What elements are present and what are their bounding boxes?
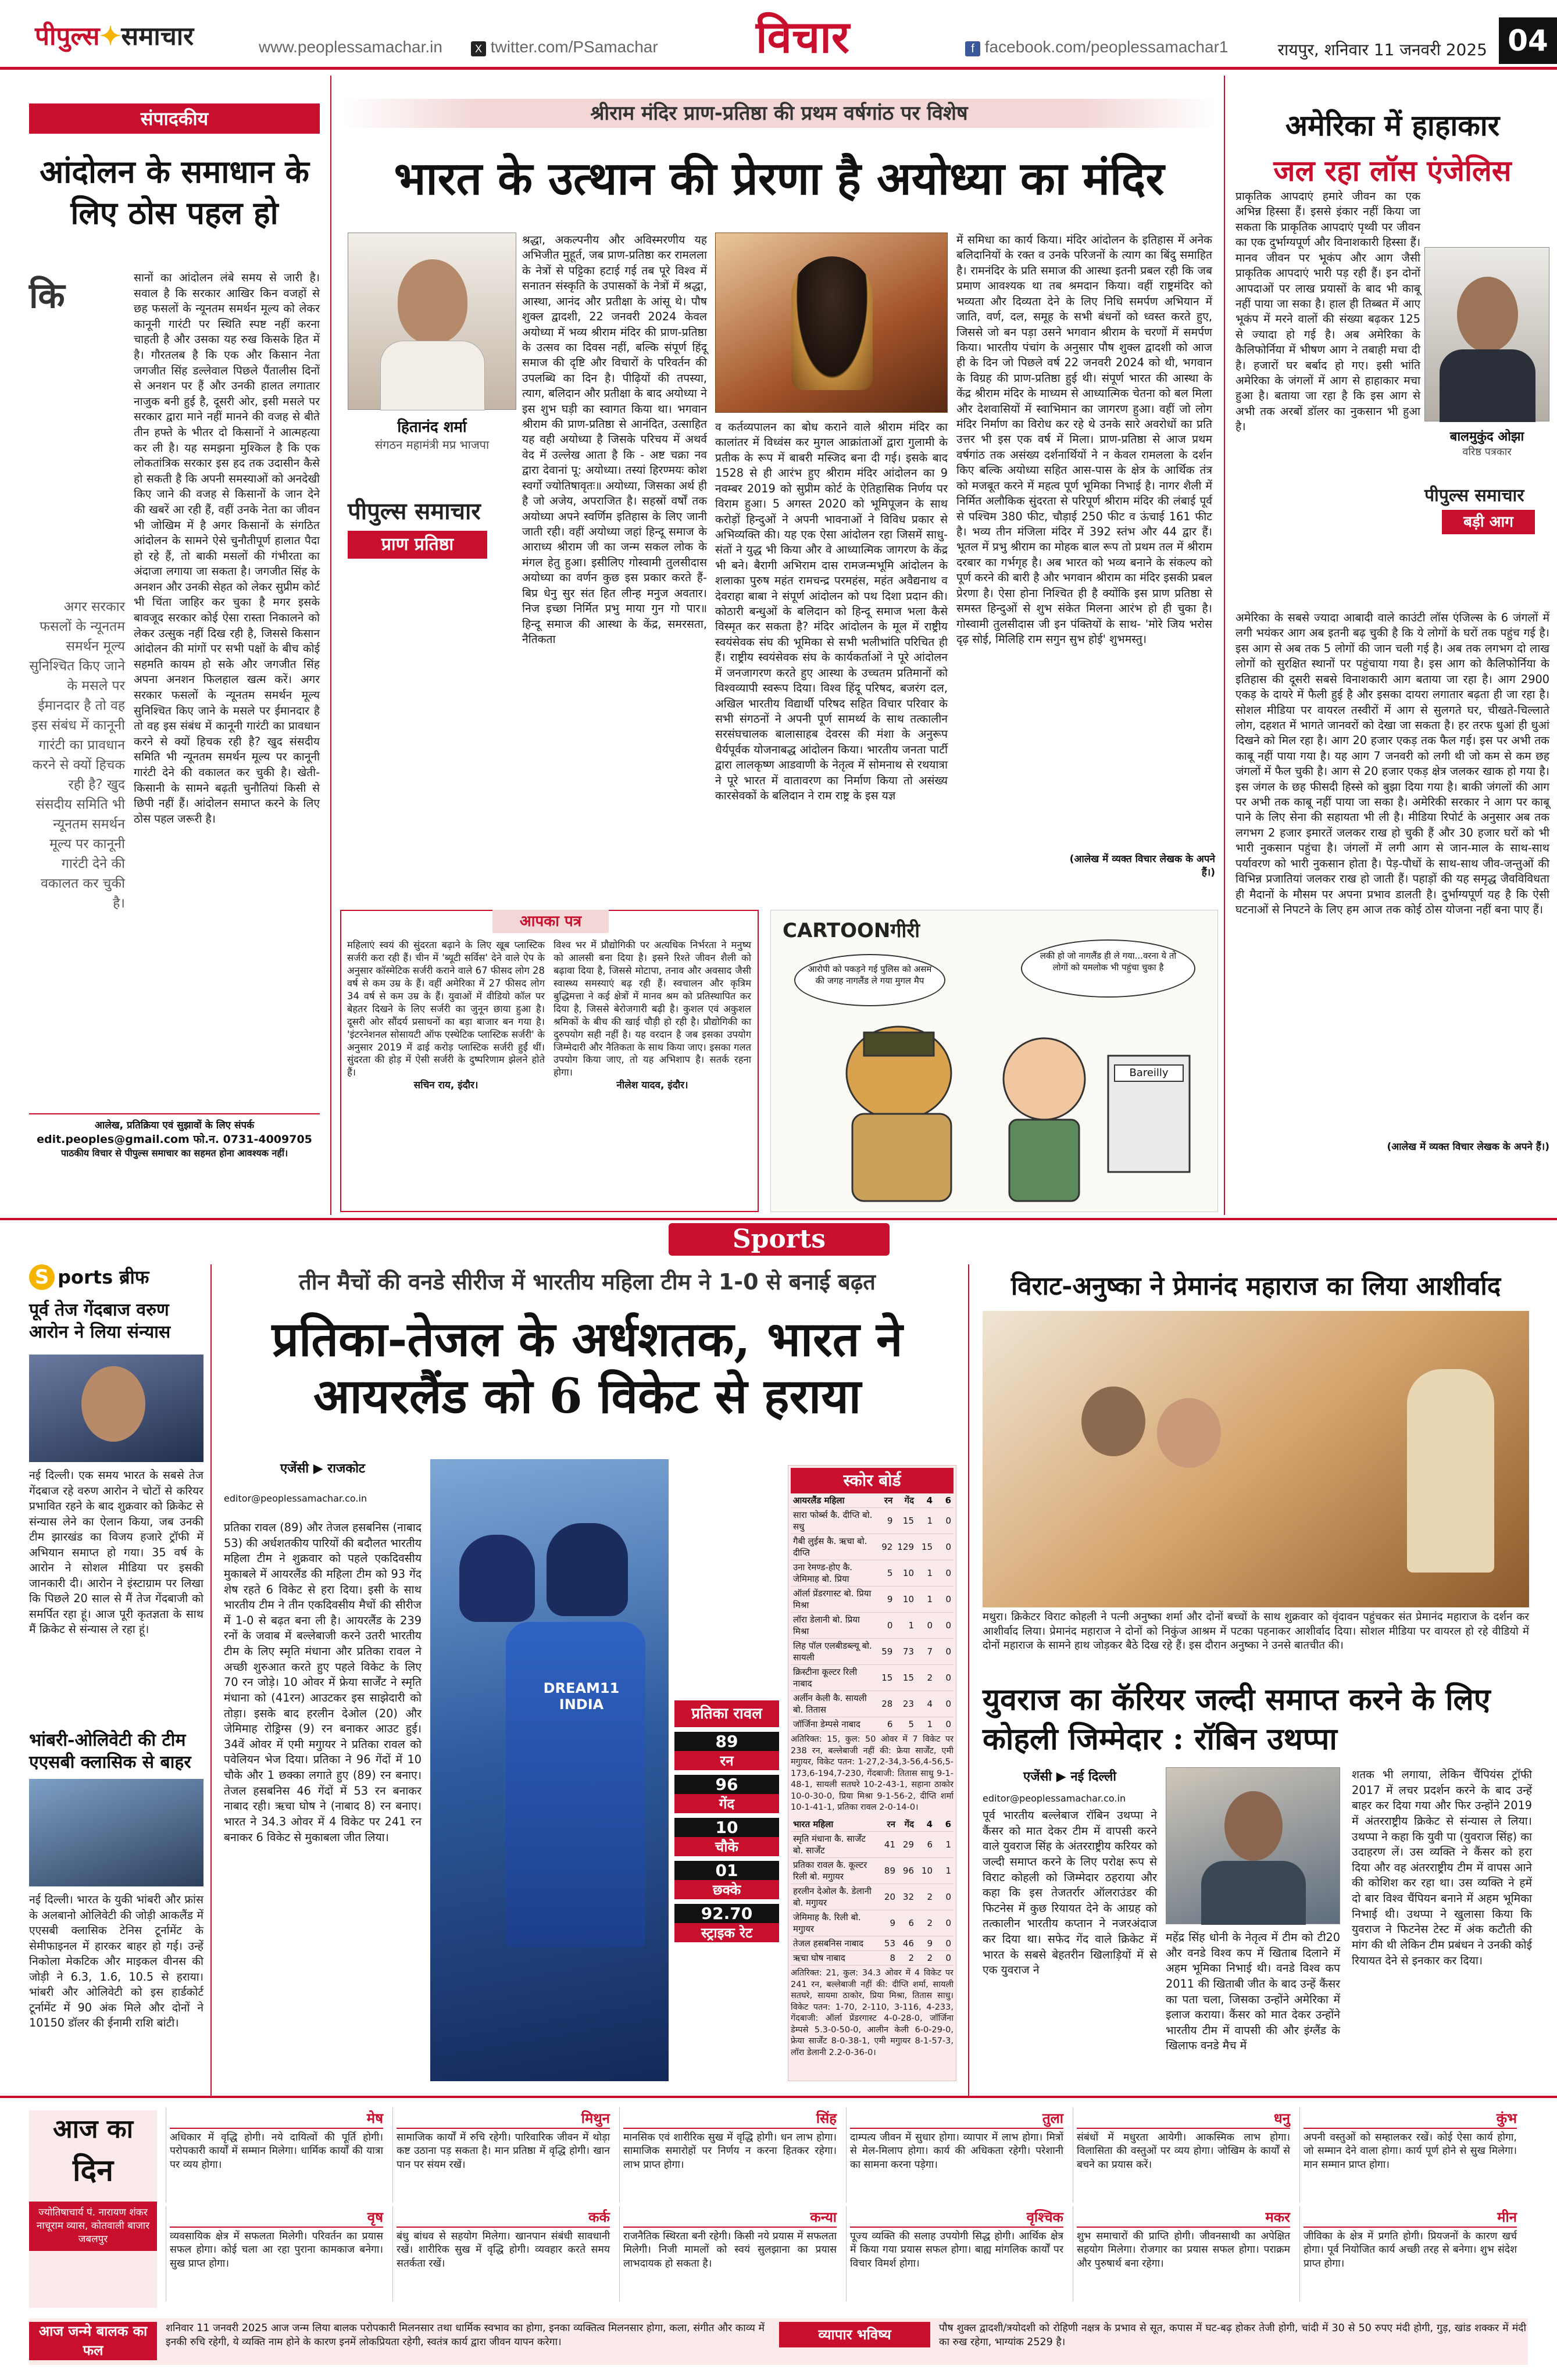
- score-row: [791, 1950, 954, 1965]
- masthead-logo[interactable]: पीपुल्स✦समाचार: [35, 22, 194, 51]
- person-shape: [1081, 1386, 1145, 1456]
- america-note: (आलेख में व्यक्त विचार लेखक के अपने हैं।): [1387, 1141, 1549, 1153]
- player-cell: ऋचा घोष नाबाद: [791, 1950, 879, 1965]
- cartoon-drawing: [794, 1009, 1201, 1207]
- stat-cell: 23: [895, 1691, 916, 1717]
- stat-cell: 9: [876, 1586, 895, 1613]
- twitter-icon: X: [471, 41, 486, 56]
- stat-cell: 1: [916, 1717, 935, 1732]
- speech-bubble-2: लकी हो जो नागलैंड ही ले गया...वरना ये तो लोगों को यमलोक भी पहुंचा चुका है: [1021, 939, 1195, 998]
- yuvraj-col2: महेंद्र सिंह धोनी के नेतृत्व में टीम को टी20 और वनडे विश्व कप में खिताब दिलाने में अहम भूमिका निभाई थी। वनडे विश्व कप 2011 की खिताबी जीत के बाद उन्हें कैंसर का पता चला, जिसका उन्होंने अमेरिका में इलाज कराया। कैंसर को मात देकर उन्होंने भारतीय टीम में वापसी की और इंग्लैंड के खिलाफ वनडे मैच में: [1166, 1931, 1340, 2053]
- player-cell: प्रतिका रावल कै. कूल्टर रिली बो. मगुायर: [791, 1857, 879, 1884]
- stat-cell: 1: [935, 1831, 954, 1857]
- player-cell: भारत महिला: [791, 1817, 879, 1832]
- stat-cell: 5: [895, 1717, 916, 1732]
- stat-cell: 6: [876, 1717, 895, 1732]
- ireland-notes: अतिरिक्त: 15, कुल: 50 ओवर में 7 विकेट पर 238 रन, बल्लेबाजी नहीं की: फ्रेया सार्जेंट, एमी मगुायर, विकेट पतन: 1-27,2-34,3-56,4-56,5-173,6-194,7-230, गेंदबाजी: तितास साधु 9-1-48-1, सायली सतघरे 10-2-43-1, सहाना ठाकोर 10-0-30-0, प्रिया मिश्रा 9-1-56-2, दीप्ति शर्मा 10-1-41-1, प्रतिका रावल 2-0-14-0।: [791, 1735, 954, 1813]
- stat-cell: गेंद: [895, 1493, 916, 1508]
- stat-label: चौके: [674, 1837, 779, 1856]
- stat-value: 89: [674, 1732, 779, 1751]
- horoscope-sign-8: [846, 2206, 1067, 2302]
- email[interactable]: editor@peoplessamachar.co.in: [224, 1493, 367, 1504]
- stat-cell: रन: [876, 1493, 895, 1508]
- stat-cell: 9: [916, 1936, 935, 1950]
- stat-cell: 59: [876, 1639, 895, 1665]
- horoscope-sign-1: [166, 2107, 387, 2203]
- score-row: [791, 1508, 954, 1534]
- stat-value: 96: [674, 1775, 779, 1794]
- america-body: अमेरिका के सबसे ज्यादा आबादी वाले काउंटी लॉस एंजिल्स के 6 जंगलों में लगी भयंकर आग अब इतनी बढ़ चुकी है कि ये लोगों के घरों तक पहुंच गई है। इस आग से अब तक 5 लोगों की जान चली गई है। अब तक लगभग दो लाख लोगों को सुरक्षित स्थानों पर पहुंचाया गया है। इस आग को कैलिफोर्निया के इतिहास की दूसरी सबसे विनाशकारी आग बताया जा रहा है। आग 2900 एकड़ के दायरे में फैली हुई है और इसका दायरा लगातार बढ़ता ही जा रहा है। सोशल मीडिया पर वायरल तस्वीरों में आग से सुलगते घर, चीखते-चिल्लाते लोग, दहशत में भागते जानवरों को देखा जा सकता है। हर तरफ धुआं ही धुआं दिखने को मिल रहा है। आग 20 हजार एकड़ तक फैल गई। इस पर अभी तक काबू नहीं पाया गया है। यह आग 7 जनवरी को लगी थी जो कम से कम छह जंगलों में फैल चुकी है। आग से 20 हजार एकड़ क्षेत्र जलकर खाक हो गया है। इस जंगल के छह फीसदी हिस्से को बुझा दिया गया है। बाकी जंगलों की आग पर अभी तक काबू नहीं पाया जा सका है। अमेरिकी सरकार ने आग पर काबू पाने के लिए सेना की सहायता भी ली है। मीडिया रिपोर्ट के अनुसार अब तक लगभग 2 हजार इमारतें जलकर राख हो चुकी हैं और 30 हजार घरों को भी भारी नुकसान पहुंचा है। जंगलों में लगी आग से जान-माल के साथ-साथ पर्यावरण को भारी नुकसान होता है। पेड़-पौधों के साथ-साथ जीव-जन्तुओं की विभिन्न प्रजातियां जलकर राख हो जाती हैं। पहाड़ों की यह समृद्ध जैवविविधता ही मैदानों के मौसम पर अपना प्रभाव डालती है। दुर्भाग्यपूर्ण यह है कि ऐसी घटनाओं से निपटने के लिए हम आज तक कोई ठोस योजना नहीं बना पाए हैं।: [1235, 611, 1549, 917]
- stat-cell: 32: [898, 1884, 916, 1910]
- sign-name: कन्या: [623, 2207, 837, 2228]
- tag-label: प्राण प्रतिष्ठा: [348, 531, 487, 559]
- stat-cell: 1: [916, 1586, 935, 1613]
- stat-item: [674, 1861, 779, 1899]
- player-cell: ऑर्ला प्रेंडरगास्ट बो. प्रिया मिश्रा: [791, 1586, 876, 1613]
- editorial-headline: आंदोलन के समाधान के लिए ठोस पहल हो: [40, 153, 309, 232]
- virat-headline: विराट-अनुष्का ने प्रेमानंद महाराज का लिया आशीर्वाद: [1010, 1271, 1501, 1301]
- speech-bubble-1: आरोपी को पकड़ने गई पुलिस को असम की जगह नागलैंड ले गया मुगल मैप: [794, 954, 945, 1006]
- india-scorecard: [791, 1817, 954, 1966]
- america-lead: प्राकृतिक आपदाएं हमारे जीवन का एक अभिन्न हिस्सा हैं। इससे इंकार नहीं किया जा सकता कि प्राकृतिक आपदाएं पृथ्वी पर जीवन का एक दुर्भाग्यपूर्ण और विनाशकारी हिस्सा हैं। मानव जीवन पर भूकंप और आग जैसी प्राकृतिक आपदाएं भारी पड़ रही हैं। इन दोनों आपदाओं पर लाख प्रयासों के बाद भी काबू नहीं पाया जा सका है। हाल ही तिब्बत में आए भूकंप में मरने वालों की संख्या बढ़कर 125 से ज्यादा हो गई है। अब अमेरिका के कैलिफोर्निया में भीषण आग ने तबाही मचा दी है। हजारों घर बर्बाद हो गए। इसी भांति अमेरिका के जंगलों में आग से हाहाकार मचा हुआ है। बताया जा रहा है कि इस आग से अभी तक अरबों डॉलर का नुकसान भी हुआ है।: [1235, 190, 1420, 434]
- america-headline-1: अमेरिका में हाहाकार: [1285, 108, 1500, 142]
- horoscope-title-2: दिन: [73, 2153, 113, 2188]
- column-divider: [210, 1264, 212, 2096]
- player-cell: गैबी लुईस कै. ऋचा बो. दीप्ति: [791, 1534, 876, 1560]
- birth-text: शनिवार 11 जनवरी 2025 आज जन्म लिया बालक परोपकारी मिलनसार तथा धार्मिक स्वभाव का होगा, इनका व्यक्तित्व मिलनसार होगा, कला, संगीत और काव्य में इनकी रुचि रहेगी, ये व्यक्ति नाम होने के कारण इनमें लोकप्रियता रहेगी, स्वतंत्र कार्य द्वारा जीवन यापन करेगा।: [166, 2322, 765, 2348]
- dropcap: कि: [29, 276, 65, 316]
- stat-cell: 0: [935, 1613, 954, 1639]
- shirt-shape: [380, 341, 485, 410]
- twitter-handle: twitter.com/PSamachar: [490, 38, 658, 56]
- player-cell: उना रेमण्ड-होए कै. जेमिमाह बो. प्रिया: [791, 1560, 876, 1586]
- stat-cell: 0: [935, 1560, 954, 1586]
- editorial-sidebar: [29, 270, 125, 1142]
- horoscope-sign-10: [1073, 2206, 1294, 2302]
- score-row: [791, 1534, 954, 1560]
- editorial-article: [29, 270, 320, 1218]
- stat-cell: 9: [879, 1910, 898, 1936]
- stat-cell: 4: [916, 1691, 935, 1717]
- stat-cell: 15: [876, 1665, 895, 1691]
- stat-list: [674, 1732, 779, 1942]
- player-name: प्रतिका रावल: [674, 1700, 779, 1727]
- sign-prediction: दाम्पत्य जीवन में सुधार होगा। व्यापार में लाभ होगा। मित्रों से मेल-मिलाप होगा। कार्य की अधिकता रहेगी। परेशानी का सामना करना पड़ेगा।: [850, 2132, 1063, 2171]
- score-row: [791, 1910, 954, 1936]
- score-header-row: [791, 1493, 954, 1508]
- author-name: बालमुकुंद ओझा: [1449, 430, 1524, 444]
- twitter-link[interactable]: [471, 38, 658, 56]
- cartoon-box: [770, 910, 1218, 1212]
- sign-prediction: मानसिक एवं शारीरिक सुख में वृद्धि होगी। धन लाभ होगा। सामाजिक समारोहों पर निर्णय न करना हितकर रहेगा। लाभ प्राप्त होगा।: [623, 2132, 837, 2171]
- player-cell: हरलीन देओल कै. डेलानी बो. मगुायर: [791, 1884, 879, 1910]
- stat-cell: रन: [879, 1817, 898, 1832]
- stat-cell: 15: [895, 1665, 916, 1691]
- contact-disclaimer: पाठकीय विचार से पीपुल्स समाचार का सहमत होना आवश्यक नहीं।: [60, 1148, 288, 1159]
- ayodhya-note: (आलेख में व्यक्त विचार लेखक के अपने हैं।): [1069, 853, 1215, 878]
- ayodhya-col3: में समिधा का कार्य किया। मंदिर आंदोलन के इतिहास में अनेक बलिदानियों के रक्त व उनके परिजनों के त्याग का बिंदु समाहित है। रामनंदिर के प्रति समाज की आस्था इतनी प्रबल रही कि जब प्रमाण आवश्यक था तब श्रमदान किया। वहीं राष्ट्रमंदिर को भव्यता और दिव्यता देने के लिए निधि समर्पण अभियान में जाति, वर्ण, दल, समूह के सभी बंधनों को ध्वस्त करते हुए, जिससे जो बन पड़ा उसने भगवान श्रीराम के चरणों में समर्पण किया। भारतीय पंचांग के अनुसार पौष शुक्ल द्वादशी को आज ही के दिन जो पिछले वर्ष 22 जनवरी 2024 को थी, भगवान के विग्रह की प्राण-प्रतिष्ठा हुई थी। संपूर्ण भारत की आस्था के केंद्र श्रीराम मंदिर के माध्यम से आध्यात्मिक चेतना को बल मिला और देशवासियों में स्वाभिमान का जागरण हुआ। वहीं जो लोग मंदिर निर्माण का विरोध कर रहे थे उनके सारे अवरोधों का प्रति उत्तर भी इस एक वर्ष में मिला। प्राण-प्रतिष्ठा से आज प्रथम वर्षगांठ तक असंख्य दर्शनार्थियों ने न केवल रामलला के दर्शन किए बल्कि अयोध्या सहित आस-पास के क्षेत्र के आर्थिक तंत्र को मजबूत करने में महत्व पूर्ण भूमिका निभाई है। नागर शैली में निर्मित अलौकिक सुंदरता से परिपूर्ण श्रीराम मंदिर की लंबाई पूर्व से पश्चिम 380 फीट, चौड़ाई 250 फीट व ऊंचाई 161 फीट है। भव्य तीन मंजिला मंदिर में 392 स्तंभ और 44 द्वार हैं। भूतल में प्रभु श्रीराम का मोहक बाल रूप तो प्रथम तल में श्रीराम दरबार का गर्भगृह है। अब भारत को भव्य बनाने के संकल्प को पूर्ण करने की बारी है और भगवान श्रीराम का मंदिर इसकी प्रबल प्रेरणा है। ऐसा होना निश्चित ही है क्योंकि इस प्राण प्रतिष्ठा से समस्त हिन्दुओं से शुभ संकेत मिलना आरंभ हो ही चुका है। गोस्वामी तुलसीदास जी इन पंक्तियों के साथ- 'मोरे जिय भरोस दृढ़ सोई, मिलिहि राम सगुन सुभ होई' शुभमस्तु।: [956, 233, 1212, 646]
- letter-1-text: महिलाएं स्वयं की सुंदरता बढ़ाने के लिए खूब प्लास्टिक सर्जरी करा रही हैं। चीन में 'ब्यूटी सर्विस' देने वाले ऐप के अनुसार कॉस्मेटिक सर्जरी कराने वाले 67 फीसद लोग 28 वर्ष से कम उम्र के हैं। वहीं अमेरिका में 27 फीसद लोग 34 वर्ष से कम उम्र के हैं। युवाओं में वीडियो कॉल पर बेहतर दिखने के लिए सर्जरी का जुनून छाया हुआ है। दूसरी ओर सौंदर्य प्रसाधनों का बड़ा बाजार बन गया है। 'इंटरनेशनल सोसायटी ऑफ एस्थेटिक प्लास्टिक सर्जरी' के अनुसार 2019 में ढाई करोड़ प्लास्टिक सर्जरी हुईं थीं। सुंदरता की होड़ में ऐसी सर्जरी के दुष्परिणाम झेलने होते हैं।: [347, 939, 545, 1078]
- agency: एजेंसी ▶ नई दिल्ली: [1023, 1770, 1116, 1784]
- stat-cell: 10: [895, 1560, 916, 1586]
- stat-cell: 0: [935, 1508, 954, 1534]
- logo-part-a: पीपुल्स: [35, 22, 100, 51]
- america-headline-2: जल रहा लॉस एंजेलिस: [1273, 153, 1512, 188]
- score-row: [791, 1717, 954, 1732]
- score-row: [791, 1560, 954, 1586]
- sign-name: मीन: [1304, 2207, 1517, 2228]
- sign-prediction: व्यवसायिक क्षेत्र में सफलता मिलेगी। परिवर्तन का प्रयास सफल होगा। कोई चला आ रहा पुराना कामकाज बनेगा। सुख प्राप्त होगा।: [170, 2231, 383, 2270]
- stat-cell: 15: [916, 1534, 935, 1560]
- virat-photo: [983, 1311, 1529, 1607]
- sign-name: मेष: [170, 2109, 383, 2129]
- ayodhya-col2: व कर्तव्यपालन का बोध कराने वाले श्रीराम मंदिर का कालांतर में विध्वंस कर मुगल आक्रांताओं द्वारा गुलामी के प्रतीक के रूप में बाबरी मस्जिद बना दी गई। इसके बाद 1528 से ही आरंभ हुए श्रीराम मंदिर आंदोलन का 9 नवम्बर 2019 को सुप्रीम कोर्ट के ऐतिहासिक निर्णय पर विराम हुआ। 5 अगस्त 2020 को भूमिपूजन के साथ करोड़ों हिन्दुओं ने अपनी भावनाओं ने विविध प्रकार से अभिव्यक्ति की। यह एक ऐसा आंदोलन रहा जिसमें साधु-संतों ने युद्ध भी किया और वे आध्यात्मिक जागरण के केंद्र भी बने। बैरागी अभिराम दास रामजन्मभूमि आंदोलन के शलाका पुरुष महंत रामचन्द्र परमहंस, महंत अवैद्यनाथ व देवराहा बाबा ने संपूर्ण आंदोलन को पथ दिशा प्रदान की। कोठारी बन्धुओं के बलिदान को हिन्दू समाज भला कैसे विस्मृत कर सकता है? मंदिर आंदोलन के मूल में राष्ट्रीय स्वयंसेवक संघ की भूमिका से सभी भलीभांति परिचित ही हैं। राष्ट्रीय स्वयंसेवक संघ के कार्यकर्ताओं ने पूरे आंदोलन में जनजागरण करते हुए आस्था के उच्चतम प्रतिमानों को विश्वव्यापी स्वरूप दिया। विश्व हिंदू परिषद, बजरंग दल, अखिल भारतीय विद्यार्थी परिषद सहित विचार परिवार के सभी संगठनों ने अपनी पूर्ण सामर्थ्य के साथ तत्कालीन सरसंघचालक बालासाहब देवरस की मंशा के अनुरूप धैर्यपूर्वक योजनाबद्ध आंदोलन किया। भारतीय जनता पार्टी द्वारा लालकृष्ण आडवाणी के नेतृत्व में सोमनाथ से रथयात्रा ने पूरे भारत में वातावरण का निर्माण किया तो असंख्य कारसेवकों के बलिदान ने राम राष्ट्र के इस यज्ञ: [715, 420, 948, 803]
- column-divider: [1224, 76, 1225, 1215]
- varun-aaron-photo: [29, 1355, 203, 1462]
- editorial-body: सानों का आंदोलन लंबे समय से जारी है। सवाल है कि सरकार आखिर किन वजहों से छह फसलों के न्यूनतम समर्थन मूल्य को लेकर कानूनी गारंटी पर स्थिति स्पष्ट नहीं करना चाहती है और उसका यह रुख किसके हित में है। गौरतलब है कि एक और किसान नेता जगजीत सिंह डल्लेवाल पिछले पैंतालीस दिनों से अनशन पर हैं और उनकी हालत लगातार नाजुक बनी हुई है, दूसरी ओर, इसी मसले पर सरकार द्वारा माने नहीं मानने की वजह से बीते तीन हफ्ते के भीतर दो किसानों ने आत्महत्या कर ली है। यह समझना मुश्किल है कि एक लोकतांत्रिक सरकार इस हद तक उदासीन कैसे हो सकती है कि अपनी समस्याओं को अनदेखी किए जाने की वजह से किसानों के जान देने की खबरें आ रही हैं, वहीं उनके नेता का जीवन भी जोखिम में है अगर किसानों के संगठित आंदोलन के सामने ऐसे चुनौतीपूर्ण हालात पैदा हो रहे हैं, तो बाकी मसलों की गंभीरता का अंदाजा लगाया जा सकता है। जगजीत सिंह के अनशन और उनकी सेहत को लेकर सुप्रीम कोर्ट भी चिंता जाहिर कर चुका है मगर इसके बावजूद सरकार कोई ऐसा रास्ता निकालने को लेकर उत्सुक नहीं दिख रही है, जिससे किसान आंदोलन की मांगों पर सभी पक्षों के बीच कोई सहमति कायम हो सके और जगजीत सिंह अपना अनशन फिलहाल खत्म करें। अगर सरकार फसलों के न्यूनतम समर्थन मूल्य सुनिश्चित किए जाने के मसले पर ईमानदार है तो वह इस संबंध में कानूनी गारंटी का प्रावधान करने से क्यों हिचक रही है? खुद संसदीय समिति भी न्यूनतम समर्थन मूल्य पर कानूनी गारंटी देने की वकालत कर चुकी है। खेती-किसानी के सामने बढ़ती चुनौतियां किसी से छिपी नहीं हैं। आंदोलन समाप्त करने के लिए ठोस पहल जरूरी है।: [134, 271, 320, 826]
- horoscope-sign-4: [392, 2206, 613, 2302]
- america-brand-box: [1424, 483, 1549, 534]
- letters-header: आपका पत्र: [492, 910, 609, 933]
- sign-name: वृश्चिक: [850, 2207, 1063, 2228]
- sports-body: प्रतिका रावल (89) और तेजल हसबनिस (नाबाद 53) की अर्धशतकीय पारियों की बदौलत भारतीय महिला टीम ने शुक्रवार को पहले एकदिवसीय मुकाबले में आयरलैंड की महिला टीम को 93 गेंद शेष रहते 6 विकेट से हरा दिया। इसी के साथ भारतीय टीम ने तीन एकदिवसीय मैचों की सीरीज में 1-0 से बढ़त बना ली है। आयरलैंड के 239 रनों के जवाब में बल्लेबाजी करने उतरी भारतीय टीम के लिए स्मृति मंधाना और प्रतिका रावल ने अच्छी शुरुआत करते हुए पहले विकेट के लिए 70 रन जोड़े। 10 ओवर में फ्रेया सार्जेंट ने स्मृति मंधाना को (41रन) आउटकर इस साझेदारी को तोड़ा। इसके बाद हरलीन देओल (20) और जेमिमाह रोड्रिग्स (9) रन बनाकर आउट हुई। 34वें ओवर में एमी मगुायर ने प्रतिका रावल को पवेलियन भेज दिया। प्रतिका ने 96 गेंदों में 10 चौके और 1 छक्का लगाते हुए (89) रन बनाए। तेजल हसबनिस 46 गेंदों में 53 रन बनाकर नाबाद रही। ऋचा घोष ने (नाबाद 8) रन बनाए। भारत ने 34.3 ओवर में 4 विकेट पर 241 रन बनाकर 6 विकेट से मुकाबला जीत लिया।: [224, 1521, 422, 1844]
- jersey-shape: [506, 1622, 645, 1947]
- horoscope-sign-3: [392, 2107, 613, 2203]
- scoreboard-title: स्कोर बोर्ड: [791, 1468, 954, 1493]
- stat-cell: 1: [935, 1857, 954, 1884]
- sports-kicker: तीन मैचों की वनडे सीरीज में भारतीय महिला टीम ने 1-0 से बनाई बढ़त: [299, 1269, 876, 1295]
- cartoon-sign: Bareilly: [1114, 1064, 1184, 1082]
- player-cell: लॉरा डेलानी बो. प्रिया मिश्रा: [791, 1613, 876, 1639]
- stat-cell: 2: [916, 1950, 935, 1965]
- stat-cell: 8: [879, 1950, 898, 1965]
- player-cell: अर्लीन केली कै. सायली बो. तितास: [791, 1691, 876, 1717]
- stat-cell: 2: [916, 1910, 935, 1936]
- brief-2-headline: भांबरी-ओलिवेटी की टीम एएसबी क्लासिक से बाहर: [29, 1730, 191, 1773]
- stat-cell: 6: [935, 1817, 954, 1832]
- stat-cell: 2: [898, 1950, 916, 1965]
- stat-cell: 96: [898, 1857, 916, 1884]
- stat-cell: 6: [898, 1910, 916, 1936]
- sign-name: कर्क: [397, 2207, 610, 2228]
- stat-cell: 92: [876, 1534, 895, 1560]
- sign-prediction: सामाजिक कार्यों में रुचि रहेगी। पारिवारिक जीवन में थोड़ा कष्ट उठाना पड़ सकता है। मान प्रतिष्ठा में वृद्धि होगी। खान पान पर संयम रखें।: [397, 2132, 610, 2171]
- brand-label: पीपुल्स समाचार: [348, 498, 481, 525]
- stat-cell: 0: [935, 1910, 954, 1936]
- stat-cell: 15: [895, 1508, 916, 1534]
- stat-cell: 0: [935, 1950, 954, 1965]
- letter-2-text: विश्व भर में प्रौद्योगिकी पर अत्यधिक निर्भरता ने मनुष्य को आलसी बना दिया है। इसने रिश्ते जीवन शैली को बढ़ावा दिया है, जिससे मोटापा, तनाव और अवसाद जैसी स्वास्थ्य समस्याएं बढ़ रही हैं। स्वचालन और कृत्रिम बुद्धिमत्ता ने कई क्षेत्रों में मानव श्रम को प्रतिस्थापित कर दिया है, जिससे बेरोजगारी बढ़ी है। कुशल एवं अकुशल श्रमिकों के बीच की खाई चौड़ी हो रही है। प्रौद्योगिकी का दुरुपयोग सही नहीं है। यह वरदान है जब इसका उपयोग जिम्मेदारी और नैतिकता के साथ किया जाए। इसका गलत उपयोग किया जाए, तो यह अभिशाप है। सतर्क रहना होगा।: [553, 939, 751, 1078]
- stat-label: गेंद: [674, 1794, 779, 1813]
- horoscope-sign-9: [1073, 2107, 1294, 2203]
- scoreboard: [788, 1465, 956, 2081]
- horoscope-title-1: आज का: [52, 2114, 134, 2144]
- editorial-contact: [29, 1113, 320, 1159]
- stat-cell: 41: [879, 1831, 898, 1857]
- score-row: [791, 1586, 954, 1613]
- yuvraj-col1: पूर्व भारतीय बल्लेबाज रॉबिन उथप्पा ने कैंसर को मात देकर टीम में वापसी करने वाले युवराज सिंह के अंतरराष्ट्रीय करियर को जल्दी समाप्त करने के लिए परोक्ष रूप से विराट कोहली को जिम्मेदार ठहराया और कहा कि इस तेजतर्रार ऑलराउंडर की फिटनेस में कुछ रियायत देने के आग्रह को तत्कालीन भारतीय कप्तान ने नजरअंदाज कर दिया था। सफेद गेंद वाले क्रिकेट में भारत के सबसे बेहतरीन खिलाड़ियों में से एक युवराज ने: [983, 1809, 1157, 1977]
- sign-name: मकर: [1077, 2207, 1290, 2228]
- contact-line-1: आलेख, प्रतिक्रिया एवं सुझावों के लिए संपर्क: [94, 1120, 255, 1131]
- player-cell: क्रिस्टीना कूल्टर रिली नाबाद: [791, 1665, 876, 1691]
- horoscope-footer: [29, 2318, 1528, 2365]
- virat-caption: मथुरा। क्रिकेटर विराट कोहली ने पत्नी अनुष्का शर्मा और दोनों बच्चों के साथ शुक्रवार को वृंदावन पहुंचकर संत प्रेमानंद महाराज के दर्शन कर आशीर्वाद लिया। प्रेमानंद महाराज ने दोनों को निकुंज आश्रम में पटका पहनाकर आशीर्वाद दिया। सोशल मीडिया पर वायरल हो रहे वीडियो में दोनों महाराज के सामने हाथ जोड़कर बैठे दिख रहे हैं। इस दौरान अनुष्का ने उनसे बातचीत की।: [983, 1611, 1529, 1652]
- stat-cell: 129: [895, 1534, 916, 1560]
- stat-cell: 0: [935, 1884, 954, 1910]
- stat-cell: 4: [916, 1493, 935, 1508]
- horoscope-title-box: [29, 2110, 157, 2308]
- brief-title: ports ब्रीफ: [58, 1266, 149, 1288]
- stat-cell: 29: [898, 1831, 916, 1857]
- contact-email[interactable]: edit.peoples@gmail.com फो.न. 0731-4009705: [37, 1133, 312, 1146]
- stat-cell: 0: [935, 1691, 954, 1717]
- stat-cell: 0: [876, 1613, 895, 1639]
- sign-name: वृष: [170, 2207, 383, 2228]
- player-cell: जेमिमाह कै. रिली बो. मगुायर: [791, 1910, 879, 1936]
- stat-cell: 2: [916, 1665, 935, 1691]
- letter-2-author: नीलेश यादव, इंदौर।: [616, 1080, 688, 1092]
- letter-2: [553, 939, 751, 1092]
- page-number: 04: [1499, 17, 1557, 64]
- stat-cell: 2: [916, 1884, 935, 1910]
- stat-cell: 1: [895, 1613, 916, 1639]
- player-cell: स्मृति मंधाना कै. सार्जेंट बो. सार्जेंट: [791, 1831, 879, 1857]
- email[interactable]: editor@peoplessamachar.co.in: [983, 1793, 1126, 1804]
- sports-rule: [0, 1218, 1557, 1220]
- stat-cell: 0: [935, 1534, 954, 1560]
- stat-cell: 4: [916, 1817, 935, 1832]
- stat-item: [674, 1904, 779, 1942]
- sign-prediction: राजनैतिक स्थिरता बनी रहेगी। किसी नये प्रयास में सफलता मिलेगी। निजी मामलों को स्वयं सुलझाना का प्रयास लाभदायक हो सकता है।: [623, 2231, 837, 2270]
- brief-1-body: नई दिल्ली। एक समय भारत के सबसे तेज गेंदबाज रहे वरुण आरोन ने चोटों से करियर प्रभावित रहने के बाद शुक्रवार को क्रिकेट से संन्यास लेने का ऐलान किया, जब उनकी टीम झारखंड का विजय हजारे ट्रॉफी में अभियान समाप्त हो गया। 35 वर्ष के आरोन ने सोशल मीडिया पर इसकी जानकारी दी। आरोन ने इंस्टाग्राम पर लिखा कि पिछले 20 साल से मैं तेज गेंदबाजी को समर्पित रहा हूं। आज पूरी कृतज्ञता के साथ मैं क्रिकेट से संन्यास ले रहा हूं।: [29, 1468, 203, 1636]
- stat-cell: 73: [895, 1639, 916, 1665]
- bhambri-photo: [29, 1779, 203, 1886]
- cartoon-label: CARTOONगीरी: [783, 919, 920, 942]
- author-role: वरिष्ठ पत्रकार: [1462, 446, 1512, 458]
- stat-cell: 53: [879, 1936, 898, 1950]
- brief-logo: S: [29, 1264, 55, 1290]
- stat-cell: 1: [916, 1560, 935, 1586]
- player-cell: जॉर्जिना डेम्पसे नाबाद: [791, 1717, 876, 1732]
- ayodhya-kicker: श्रीराम मंदिर प्राण-प्रतिष्ठा की प्रथम वर्षगांठ पर विशेष: [343, 99, 1215, 128]
- editorial-pullquote: अगर सरकार फसलों के न्यूनतम समर्थन मूल्य सुनिश्चित किए जाने के मसले पर ईमानदार है तो वह इस संबंध में कानूनी गारंटी का प्रावधान करने से क्यों हिचक रही है? खुद संसदीय समिति भी न्यूनतम समर्थन मूल्य पर कानूनी गारंटी देने की वकालत कर चुकी है।: [29, 599, 125, 912]
- editorial-label: संपादकीय: [29, 103, 320, 134]
- score-row: [791, 1639, 954, 1665]
- market-label: व्यापार भविष्य: [779, 2322, 930, 2347]
- stat-cell: 28: [876, 1691, 895, 1717]
- stat-cell: 10: [916, 1857, 935, 1884]
- stat-cell: 0: [935, 1665, 954, 1691]
- stat-cell: 5: [876, 1560, 895, 1586]
- sign-prediction: बंधु बांधव से सहयोग मिलेगा। खानपान संबंधी सावधानी रखें। शारीरिक सुख में वृद्धि होगी। व्यवहार करते समय सतर्कता रखें।: [397, 2231, 610, 2270]
- sign-prediction: अपनी वस्तुओं को सम्हालकर रखें। कोई ऐसा कार्य होगा, जो सम्मान देने वाला होगा। कार्य पूर्ण होने से सुख मिलेगा। मान सम्मान प्राप्त होगा।: [1304, 2132, 1517, 2171]
- brief-1-headline: पूर्व तेज गेंदबाज वरुण आरोन ने लिया संन्यास: [29, 1300, 171, 1342]
- letters-box: [340, 910, 759, 1212]
- sign-prediction: संबंधों में मधुरता आयेगी। आकस्मिक लाभ होगा। विलासिता की वस्तुओं पर व्यय होगा। जोखिम के कार्यों से बचने का प्रयास करें।: [1077, 2132, 1290, 2171]
- helmet-shape-2: [547, 1523, 628, 1616]
- letter-1: [347, 939, 545, 1092]
- facebook-icon: f: [965, 41, 980, 56]
- face-shape: [398, 259, 467, 344]
- stat-item: [674, 1818, 779, 1856]
- column-divider: [330, 76, 331, 1215]
- stat-cell: 6: [916, 1831, 935, 1857]
- astrologer-credit: ज्योतिषाचार्य पं. नारायण शंकर नाचूराम व्यास, कोतवाली बाजार जबलपुर: [29, 2202, 157, 2251]
- stat-cell: 0: [935, 1717, 954, 1732]
- stat-cell: 20: [879, 1884, 898, 1910]
- column-divider: [968, 1264, 969, 2096]
- sports-brief-label: [29, 1264, 203, 1290]
- stat-item: [674, 1775, 779, 1813]
- stat-item: [674, 1732, 779, 1770]
- horoscope-sign-5: [619, 2107, 840, 2203]
- section-title: विचार: [756, 11, 849, 63]
- ayodhya-col1: श्रद्धा, अकल्पनीय और अविस्मरणीय यह अभिजीत मुहूर्त, जब प्राण-प्रतिष्ठा कर रामलला के नेत्रों से पट्टिका हटाई गई तब पूरे विश्व में सनातन संस्कृति के उपासकों के नेत्रों में श्रद्धा, आस्था, आनंद और प्रतीक्षा के आंसू थे। पौष शुक्ल द्वादशी, 22 जनवरी 2024 केवल अयोध्या में भव्य श्रीराम मंदिर की प्राण-प्रतिष्ठा के उत्सव का दिवस नहीं, बल्कि संपूर्ण हिंदू समाज की दृष्टि और विचारों के परिवर्तन की उपलब्धि का दिन है। पीढ़ियों की तपस्या, त्याग, बलिदान और प्रतीक्षा के बाद अयोध्या ने इस शुभ घड़ी का स्वागत किया था। भगवान श्रीराम की प्राण-प्रतिष्ठा से आनंदित, उत्साहित यह वही अयोध्या है जिसके परिचय में अथर्व वेद में उल्लेख आता है कि - अष्ट चक्रा नव द्वारा देवानां पू: अयोध्या। तस्यां हिरण्मयः कोश स्वर्गो ज्योतिषावृतः॥ अयोध्या, जिसका अर्थ ही है जो अजेय, अपराजित है। सहस्रों वर्षों तक अयोध्या अपने स्वर्णिम इतिहास के लिए जानी जाती रही। वहीं अयोध्या जहां हिन्दू समाज के आराध्य श्रीराम जी का जन्म सकल लोक के मंगल हेतु हुआ। इसीलिए गोस्वामी तुलसीदास अयोध्या का वर्णन कुछ इस प्रकार करते हैं- बिप्र धेनु सुर संत हित लीन्ह मनुज अवतार। निज इच्छा निर्मित प्रभु माया गुन गो पार॥ हिन्दू समाज की आस्था के केंद्र, समरसता, नैतिकता: [522, 233, 707, 646]
- market-text: पौष शुक्ल द्वादशी/त्रयोदशी को रोहिणी नक्षत्र के प्रभाव से सूत, कपास में घट-बढ़ होकर तेजी होगी, चांदी में 30 से 50 रुपए मंदी होगी, गुड़, खांड शक्कर में मंदी का रुख रहेगा, भाग्यांक 2529 है।: [939, 2322, 1526, 2348]
- player-cell: आयरलैंड महिला: [791, 1493, 876, 1508]
- sign-prediction: पूज्य व्यक्ति की सलाह उपयोगी सिद्ध होगी। आर्थिक क्षेत्र में किया गया प्रयास सफल होगा। बाह्य मांगलिक कार्यों पर विचार विमर्श होगा।: [850, 2231, 1063, 2270]
- stat-value: 01: [674, 1861, 779, 1880]
- score-row: [791, 1665, 954, 1691]
- stat-cell: 0: [935, 1639, 954, 1665]
- person-shape: [1157, 1398, 1221, 1468]
- horoscope-sign-7: [846, 2107, 1067, 2203]
- face-shape: [1224, 1791, 1283, 1861]
- shirt-shape: [1201, 1861, 1306, 1925]
- stat-value: 10: [674, 1818, 779, 1837]
- agency: एजेंसी ▶ राजकोट: [280, 1461, 365, 1476]
- jersey-text: DREAM11 INDIA: [543, 1680, 620, 1713]
- ireland-scorecard: [791, 1493, 954, 1732]
- score-header-row: [791, 1817, 954, 1832]
- score-row: [791, 1884, 954, 1910]
- player-stat-card: [674, 1700, 779, 1942]
- sports-headline: प्रतिका-तेजल के अर्धशतक, भारत ने आयरलैंड को 6 विकेट से हराया: [272, 1311, 903, 1425]
- yuvraj-byline: [983, 1767, 1157, 1804]
- stat-cell: 9: [876, 1508, 895, 1534]
- horoscope-sign-12: [1299, 2206, 1520, 2302]
- sign-prediction: अधिकार में वृद्धि होगी। नये दायित्वों की पूर्ति होगी। परोपकारी कार्यों में सम्मान मिलेगा। धार्मिक कार्यों की यात्रा पर व्यय होगा।: [170, 2132, 383, 2171]
- sign-prediction: शुभ समाचारों की प्राप्ति होगी। जीवनसाथी का अपेक्षित सहयोग मिलेगा। रोजगार का प्रयास सफल होगा। पराक्रम और पुरुषार्थ बना रहेगा।: [1077, 2231, 1290, 2270]
- stat-label: छक्के: [674, 1880, 779, 1899]
- sign-name: सिंह: [623, 2109, 837, 2129]
- america-byline: [1424, 427, 1549, 459]
- facebook-handle: facebook.com/peoplessamachar1: [984, 38, 1229, 56]
- birth-label: आज जन्मे बालक का फल: [29, 2322, 157, 2360]
- stat-cell: 89: [879, 1857, 898, 1884]
- ayodhya-headline: भारत के उत्थान की प्रेरणा है अयोध्या का मंदिर: [394, 152, 1165, 205]
- stat-label: स्ट्राइक रेट: [674, 1923, 779, 1942]
- stat-cell: 0: [935, 1586, 954, 1613]
- facebook-link[interactable]: [965, 38, 1228, 56]
- player-cell: सारा फोर्ब्स कै. दीप्ति बो. सधु: [791, 1508, 876, 1534]
- stat-cell: 0: [916, 1613, 935, 1639]
- author-name: हितानंद शर्मा: [397, 419, 467, 436]
- stat-cell: 1: [916, 1508, 935, 1534]
- score-row: [791, 1613, 954, 1639]
- player-cell: लिह पॉल एलबीडब्ल्यू बो. सायली: [791, 1639, 876, 1665]
- player-cell: तेजल हसबनिस नाबाद: [791, 1936, 879, 1950]
- sign-name: कुंभ: [1304, 2109, 1517, 2129]
- cricket-photo: [430, 1459, 669, 2081]
- stat-cell: 7: [916, 1639, 935, 1665]
- horoscope-sign-2: [166, 2206, 387, 2302]
- stat-cell: 46: [898, 1936, 916, 1950]
- author-role: संगठन महामंत्री मप्र भाजपा: [374, 438, 490, 452]
- website-link[interactable]: www.peoplessamachar.in: [259, 38, 442, 56]
- letter-1-author: सचिन राय, इंदौर।: [413, 1080, 478, 1092]
- score-row: [791, 1936, 954, 1950]
- face-shape: [1457, 277, 1518, 352]
- india-notes: अतिरिक्त: 21, कुल: 34.3 ओवर में 4 विकेट पर 241 रन, बल्लेबाजी नहीं की: दीप्ति शर्मा, सायली सतघरे, सायमा ठाकोर, प्रिया मिश्रा, तितास साधु। विकेट पतन: 1-70, 2-110, 3-116, 4-233, गेंदबाजी: ऑर्ला प्रेंडरगास्ट 4-0-28-0, जॉर्जिना डेम्पसे 5.3-0-50-0, आलीन केली 6-0-29-0, फ्रेया सार्जेंट 8-0-38-1, एमी मगुायर 8-1-57-3, लॉरा डेलानी 2.2-0-36-0।: [791, 1968, 954, 2057]
- sign-name: मिथुन: [397, 2109, 610, 2129]
- sign-name: धनु: [1077, 2109, 1290, 2129]
- stat-value: 92.70: [674, 1904, 779, 1923]
- uthappa-photo: [1166, 1767, 1340, 1924]
- logo-part-b: समाचार: [121, 22, 194, 51]
- idol-shape: [791, 256, 873, 390]
- helmet-shape-1: [459, 1535, 535, 1622]
- sign-prediction: जीविका के क्षेत्र में प्रगति होगी। प्रियजनों के कारण खर्च होगा। पूर्व नियोजित कार्य अच्छी तरह से बनेगा। शुभ संदेश प्राप्त होगा।: [1304, 2231, 1517, 2270]
- author-photo-balmukund: [1424, 247, 1549, 421]
- tag-label: बड़ी आग: [1442, 510, 1535, 534]
- brand-label: पीपुल्स समाचार: [1424, 485, 1524, 506]
- face-shape: [81, 1366, 145, 1442]
- masthead: [0, 0, 1557, 70]
- score-row: [791, 1857, 954, 1884]
- stat-cell: 6: [935, 1493, 954, 1508]
- saint-shape: [1407, 1369, 1494, 1573]
- sports-banner: Sports: [669, 1223, 890, 1256]
- score-row: [791, 1691, 954, 1717]
- score-row: [791, 1831, 954, 1857]
- issue-date: रायपुर, शनिवार 11 जनवरी 2025: [1277, 40, 1487, 59]
- sign-name: तुला: [850, 2109, 1063, 2129]
- brief-2-body: नई दिल्ली। भारत के युकी भांबरी और फ्रांस के अलबानो ओलिवेटी की जोड़ी आकलैंड में एएसबी क्लासिक टेनिस टूर्नामेंट के सेमीफाइनल में हारकर बाहर हो गई। उन्हें निकोला मेकटिक और माइकल वीनस की जोड़ी ने 6.3, 1.6, 10.5 से हराया। भांबरी और ओलिवेटी को इस हार्डकोर्ट टूर्नामेंट में 90 अंक मिले और दोनों ने 10150 डॉलर की ईनामी राशि बांटी।: [29, 1893, 203, 2029]
- yuvraj-headline: युवराज का कॅरियर जल्दी समाप्त करने के लिए कोहली जिम्मेदार : रॉबिन उथप्पा: [983, 1682, 1491, 1757]
- stat-cell: 0: [935, 1936, 954, 1950]
- author-photo-hitanand: [348, 233, 516, 410]
- stat-cell: 10: [895, 1586, 916, 1613]
- ayodhya-byline: [348, 416, 516, 452]
- coat-shape: [1440, 349, 1535, 422]
- horoscope-sign-6: [619, 2206, 840, 2302]
- ramlalla-photo: [715, 233, 948, 413]
- ayodhya-brand-box: [348, 494, 516, 559]
- stat-cell: गेंद: [898, 1817, 916, 1832]
- sports-byline: [224, 1459, 422, 1504]
- yuvraj-col3: शतक भी लगाया, लेकिन चैंपियंस ट्रॉफी 2017 में लचर प्रदर्शन करने के बाद उन्हें बाहर कर दिया गया और फिर उन्होंने 2019 में अंतरराष्ट्रीय क्रिकेट से संन्यास ले लिया। उथप्पा ने कहा कि युवी पा (युवराज सिंह) का उदाहरण लें। उस व्यक्ति ने कैंसर को हरा दिया और वह अंतरराष्ट्रीय टीम में वापस आने की कोशिश कर रहा था। उस व्यक्ति ने हमें दो बार विश्व चैंपियन बनाने में अहम भूमिका निभाई थी। उथप्पा ने खुलासा किया कि युवराज ने फिटनेस टेस्ट में अंक कटौती की मांग की थी लेकिन टीम प्रबंधन ने उनकी कोई रियायत देने से इनकार कर दिया।: [1352, 1768, 1532, 1967]
- horoscope-rule: [0, 2096, 1557, 2098]
- stat-label: रन: [674, 1751, 779, 1770]
- horoscope-sign-11: [1299, 2107, 1520, 2203]
